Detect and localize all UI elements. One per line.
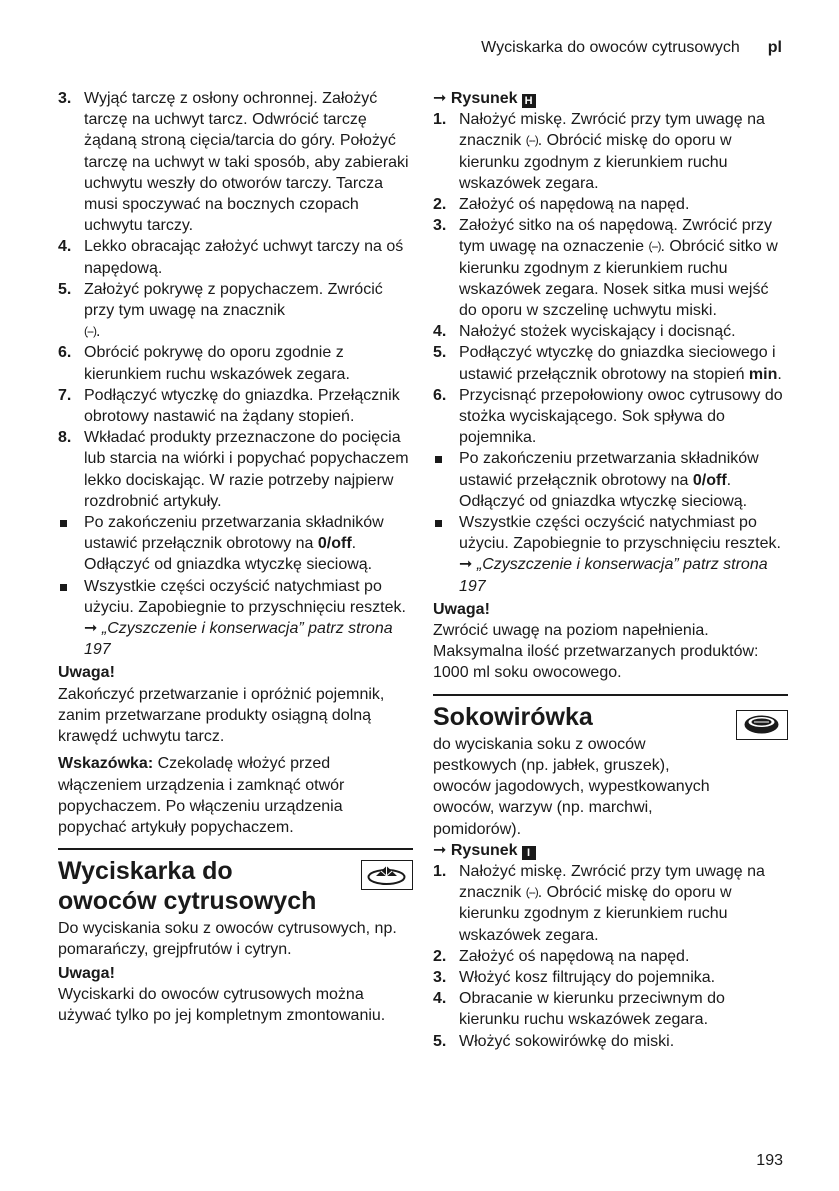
running-header: [481, 37, 782, 58]
list-item: 3. Założyć sitko na oś napędową. Zwrócić przy tym uwagę na oznaczenie (-̣-). Obrócić sitko w kierunku zgodnym z kierunkiem ruchu wskazówek zegara. Nosek sitka musi wejść do oporu w szczelinę uchwytu miski.: [433, 217, 778, 320]
figure-letter-badge: H: [522, 94, 536, 108]
right-column: [433, 88, 788, 1052]
note-text: Wyciskarki do owoców cytrusowych można używać tylko po jej kompletnym zmontowaniu.: [58, 985, 386, 1024]
note-title: Uwaga!: [58, 664, 115, 682]
list-item: 6. Przycisnąć przepołowiony owoc cytrusowy do stożka wyciskającego. Sok spływa do pojemnika.: [433, 386, 783, 447]
list-item: 4. Lekko obracając założyć uchwyt tarczy na oś napędową.: [58, 238, 404, 277]
steps-list: [433, 109, 788, 448]
juicer-section: [433, 702, 788, 1052]
list-item: 5. Włożyć sokowirówkę do miski.: [433, 1032, 675, 1050]
list-item: 3. Włożyć kosz filtrujący do pojemnika.: [433, 968, 716, 986]
section-divider: [433, 694, 788, 696]
note-title: Uwaga!: [58, 964, 115, 982]
cross-reference: „Czyszczenie i konserwacja” patrz strona 197: [84, 620, 393, 659]
bullet-icon: [435, 520, 442, 527]
list-item: 4. Nałożyć stożek wyciskający i docisnąć.: [433, 323, 736, 341]
list-item: 1. Nałożyć miskę. Zwrócić przy tym uwagę na znacznik (-̣-). Obrócić miskę do oporu w kierunku zgodnym z kierunkiem ruchu wskazówek zegara.: [433, 111, 765, 192]
bullet-item: Wszystkie części oczyścić natychmiast po użyciu. Zapobiegnie to przyschnięciu resztek. ➞ „Czyszczenie i konserwacja” patrz strona 197: [58, 576, 413, 661]
bullet-item: Po zakończeniu przetwarzania składników ustawić przełącznik obrotowy na 0/off. Odłączyć od gniazdka wtyczkę sieciową.: [433, 448, 788, 512]
note-title: Uwaga!: [433, 600, 490, 618]
bullet-icon: [60, 520, 67, 527]
list-item: 4. Obracanie w kierunku przeciwnym do kierunku ruchu wskazówek zegara.: [433, 990, 725, 1029]
arrow-icon: ➞: [433, 841, 447, 859]
figure-reference: ➞ Rysunek H: [433, 88, 788, 109]
list-item: 5. Założyć pokrywę z popychaczem. Zwrócić przy tym uwagę na znacznik (-̣-).: [58, 280, 383, 341]
section-title: Sokowirówka: [433, 702, 593, 731]
section-intro: Do wyciskania soku z owoców cytrusowych, np. pomarańczy, grejpfrutów i cytryn.: [58, 920, 397, 959]
alignment-mark: (-̣-): [525, 885, 538, 900]
list-item: 3. Wyjąć tarczę z osłony ochronnej. Założyć tarczę na uchwyt tarcz. Odwrócić tarczę żądaną stroną cięcia/tarcia do góry. Położyć tarczę na uchwyt w taki sposób, aby zabieraki uchwytu weszły do otworów tarczy. Tarcza musi spoczywać na bocznych czopach uchwytu tarczy.: [58, 90, 409, 235]
list-item: 5. Podłączyć wtyczkę do gniazdka sieciowego i ustawić przełącznik obrotowy na stopień min.: [433, 344, 782, 383]
list-item: 2. Założyć oś napędową na napęd.: [433, 196, 690, 214]
list-item: 8. Wkładać produkty przeznaczone do pocięcia lub starcia na wiórki i popychać popychaczem lekko dociskając. W razie potrzeby najpierw rozdrobnić artykuły.: [58, 429, 409, 510]
list-item: 2. Założyć oś napędową na napęd.: [433, 947, 690, 965]
list-item: 6. Obrócić pokrywę do oporu zgodnie z kierunkiem ruchu wskazówek zegara.: [58, 344, 350, 383]
language-code: pl: [767, 39, 782, 56]
tip-label: Wskazówka:: [58, 755, 154, 773]
bullet-item: Wszystkie części oczyścić natychmiast po użyciu. Zapobiegnie to przyschnięciu resztek. ➞ „Czyszczenie i konserwacja” patrz strona 197: [433, 512, 788, 597]
section-title: Wyciskarka do owoców cytrusowych: [58, 857, 317, 916]
page-number: 193: [756, 1152, 783, 1169]
left-column: [58, 88, 413, 1026]
steps-list: [58, 88, 413, 512]
juicer-icon: [736, 710, 788, 740]
arrow-icon: ➞: [84, 620, 98, 638]
bullet-list: [433, 448, 788, 596]
bullet-icon: [435, 456, 442, 463]
bullet-list: [58, 512, 413, 660]
note-text: Zakończyć przetwarzanie i opróżnić pojemnik, zanim przetwarzane produkty osiągną dolną krawędź uchwytu tarcz.: [58, 685, 385, 746]
list-item: 1. Nałożyć miskę. Zwrócić przy tym uwagę na znacznik (-̣-). Obrócić miskę do oporu w kierunku zgodnym z kierunkiem ruchu wskazówek zegara.: [433, 862, 765, 944]
alignment-mark: (-̣-): [84, 324, 96, 339]
bullet-item: Po zakończeniu przetwarzania składników ustawić przełącznik obrotowy na 0/off. Odłączyć od gniazdka wtyczkę sieciową.: [58, 512, 413, 576]
section-divider: [58, 848, 413, 850]
arrow-icon: ➞: [433, 90, 447, 107]
section-intro: do wyciskania soku z owoców pestkowych (np. jabłek, gruszek), owoców jagodowych, wypestkowanych owoców, warzyw (np. marchwi, pomidorów).: [433, 735, 710, 838]
header-title: Wyciskarka do owoców cytrusowych: [481, 39, 740, 56]
bullet-icon: [60, 584, 67, 591]
citrus-press-icon: [361, 860, 413, 890]
arrow-icon: ➞: [459, 556, 473, 574]
list-item: 7. Podłączyć wtyczkę do gniazdka. Przełącznik obrotowy nastawić na żądany stopień.: [58, 386, 400, 426]
note-text: Zwrócić uwagę na poziom napełnienia. Maksymalna ilość przetwarzanych produktów: 1000 ml soku owocowego.: [433, 622, 759, 682]
steps-list: [433, 861, 788, 1052]
cross-reference: „Czyszczenie i konserwacja” patrz strona 197: [459, 556, 768, 595]
figure-reference: ➞ Rysunek I: [433, 840, 788, 861]
figure-letter-badge: I: [522, 846, 536, 860]
alignment-mark: (-̣-): [525, 133, 538, 148]
citrus-section: [58, 856, 413, 1026]
alignment-mark: (-̣-): [648, 239, 661, 254]
tip: Wskazówka: Czekoladę włożyć przed włączeniem urządzenia i zamknąć otwór popychaczem. Po włączeniu urządzenia popychać artykuły popychaczem.: [58, 755, 345, 836]
